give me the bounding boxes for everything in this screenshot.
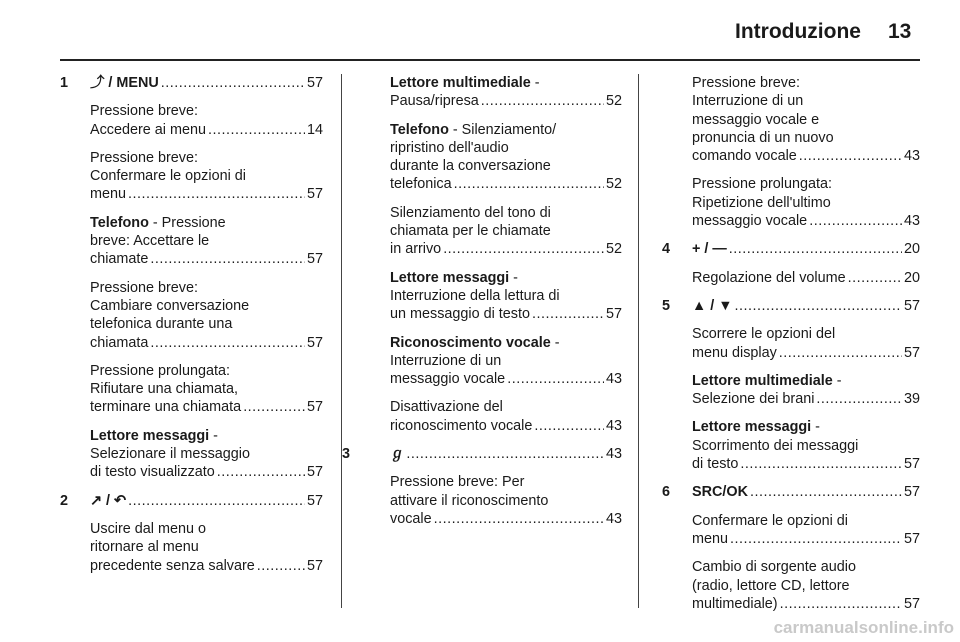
column-divider [638,74,639,608]
entry-label [692,240,727,258]
page-ref: 39 [903,391,920,408]
entry-label: chiamate [90,251,149,268]
header-rule [60,59,920,61]
page-ref: 43 [605,417,622,434]
page-ref: 20 [903,269,920,286]
index-entry [60,214,323,269]
index-entry [60,279,323,352]
dot-leader [750,483,902,501]
dot-leader [848,269,902,287]
entry-text: Pressione breve: [90,279,198,296]
entry-line [90,74,323,92]
entry-label: Regolazione del volume [692,269,846,286]
index-entry [662,512,920,549]
entry-number: 2 [60,492,69,509]
control-label: / MENU [104,75,159,91]
page-ref: 57 [903,595,920,612]
heading-bold: Lettore multimediale [692,372,833,389]
dot-leader [443,240,604,258]
entry-label: in arrivo [390,241,442,258]
entry-label: chiamata [90,334,149,351]
entry-label: terminare una chiamata [90,399,242,416]
page-ref: 57 [903,297,920,314]
dot-leader [481,92,604,110]
page-ref: 57 [306,557,323,574]
entry-text: Pressione prolungata: [692,176,832,193]
entry-text: Scorrimento dei messaggi [692,437,859,454]
entry-label: multimediale) [692,595,778,612]
heading-rest: - [832,372,842,389]
index-entry [662,240,920,258]
watermark: carmanualsonline.info [773,618,954,637]
control-icon: ↗ / ↶ [90,492,127,509]
entry-text: Confermare le opzioni di [90,168,246,185]
dot-leader [730,530,902,548]
page-ref: 57 [306,399,323,416]
dot-leader [454,175,604,193]
entry-line [692,297,920,315]
dot-leader [257,557,305,575]
control-icon: ℊ [390,446,405,463]
index-entry [342,269,622,324]
entry-line [692,344,920,362]
dot-leader [532,305,604,323]
entry-label: menu [692,530,728,547]
dot-leader [734,297,902,315]
page-ref: 52 [605,241,622,258]
page-ref: 43 [605,446,622,463]
entry-line [390,445,622,463]
dot-leader [507,370,604,388]
heading-bold: Lettore messaggi [90,427,210,444]
heading-bold: Telefono [390,121,449,138]
entry-label: messaggio vocale [390,371,506,388]
entry-label: messaggio vocale [692,213,808,230]
entry-text: Pressione prolungata: [90,362,230,379]
entry-text: Rifiutare una chiamata, [90,381,238,398]
page-ref: 57 [903,530,920,547]
page-ref: 57 [903,484,920,501]
page-ref: 57 [605,306,622,323]
index-entry [60,74,323,92]
dot-leader [729,240,902,258]
entry-label: Selezione dei brani [692,391,815,408]
index-entry [342,473,622,528]
index-entry [342,398,622,435]
entry-label: vocale [390,510,432,527]
entry-line [90,557,323,575]
entry-text: Pressione breve: Per [390,474,525,491]
dot-leader [809,212,902,230]
page-ref: 57 [306,334,323,351]
index-entry [60,520,323,575]
entry-text: ritornare al menu [90,539,199,556]
index-entry [662,269,920,287]
entry-text: Scorrere le opzioni del [692,326,836,343]
page-ref: 14 [306,121,323,138]
entry-text: Uscire dal menu o [90,520,206,537]
entry-heading [692,418,920,436]
column-2 [342,74,622,538]
index-entry [342,334,622,389]
entry-label: riconoscimento vocale [390,417,533,434]
heading-rest: - [530,75,540,91]
entry-label: comando vocale [692,148,797,165]
heading-bold: Telefono [90,214,149,231]
entry-label: di testo visualizzato [90,464,215,481]
entry-line [390,417,622,435]
entry-number: 4 [662,241,671,258]
entry-line [390,175,622,193]
entry-text: breve: Accettare le [90,233,210,250]
page-ref: 57 [306,75,323,91]
entry-text: Interruzione della lettura di [390,287,560,304]
dot-leader [799,147,902,165]
entry-label: un messaggio di testo [390,306,530,323]
entry-heading [90,214,323,232]
index-entry [662,297,920,315]
dot-leader [161,74,305,92]
entry-line [692,390,920,408]
page-ref: 20 [903,241,920,258]
heading-bold: Riconoscimento vocale [390,334,551,351]
index-entry [342,204,622,259]
index-entry [662,418,920,473]
entry-label: precedente senza salvare [90,557,255,574]
entry-label: di testo [692,456,739,473]
entry-text: attivare il riconoscimento [390,492,549,509]
entry-text: Disattivazione del [390,399,503,416]
entry-line [90,334,323,352]
page-ref: 57 [306,251,323,268]
dot-leader [406,445,604,463]
page-ref: 52 [605,176,622,193]
entry-line [692,212,920,230]
dot-leader [128,492,305,510]
dot-leader [740,455,902,473]
page-ref: 57 [306,464,323,481]
control-icon: + / — [692,241,727,258]
page-number: 13 [888,20,912,43]
index-entry [662,325,920,362]
dot-leader [780,595,902,613]
heading-rest: - [550,334,560,351]
entry-line [90,398,323,416]
entry-line [390,305,622,323]
control-icon: ⤴ [90,75,105,91]
heading-bold: Lettore messaggi [390,269,510,286]
entry-label [390,445,404,463]
entry-line [390,370,622,388]
entry-heading [390,121,622,139]
entry-text: Silenziamento del tono di [390,204,551,221]
entry-text: Cambio di sorgente audio [692,559,856,576]
entry-heading [390,269,622,287]
column-1 [60,74,323,585]
page-ref: 43 [605,371,622,388]
page-ref: 57 [903,456,920,473]
page-ref: 52 [605,93,622,110]
entry-text: chiamata per le chiamate [390,223,551,240]
entry-line [390,510,622,528]
entry-line [692,483,920,501]
entry-label [90,492,126,510]
control-icon: ▲ / ▼ [692,297,733,314]
entry-text: durante la conversazione [390,158,551,175]
entry-label [692,483,748,501]
heading-bold: Lettore messaggi [692,419,812,436]
entry-line [692,240,920,258]
entry-line [90,492,323,510]
page-ref: 43 [605,510,622,527]
control-label: SRC/OK [692,484,748,501]
entry-heading [390,74,622,92]
dot-leader [150,250,305,268]
entry-number: 6 [662,484,671,501]
page-ref: 43 [903,148,920,165]
heading-rest: - Pressione [148,214,226,231]
entry-text: messaggio vocale e [692,111,820,128]
entry-number: 1 [60,75,69,91]
entry-text: Cambiare conversazione [90,297,250,314]
heading-rest: - [209,427,218,444]
entry-line [692,455,920,473]
dot-leader [128,185,305,203]
dot-leader [434,510,604,528]
entry-label [692,297,732,315]
index-entry [662,558,920,613]
entry-line [390,92,622,110]
entry-text: Selezionare il messaggio [90,446,250,463]
index-entry [60,149,323,204]
index-entry [60,427,323,482]
entry-line [692,147,920,165]
dot-leader [150,334,305,352]
index-entry [662,483,920,501]
dot-leader [779,344,902,362]
heading-rest: - [509,269,518,286]
index-entry [662,175,920,230]
page-ref: 57 [903,344,920,361]
dot-leader [534,417,604,435]
entry-text: telefonica durante una [90,316,233,333]
page-title: Introduzione [735,20,861,43]
dot-leader [243,398,305,416]
entry-label: Accedere ai menu [90,121,206,138]
entry-line [90,463,323,481]
index-entry [60,492,323,510]
dot-leader [217,463,305,481]
dot-leader [816,390,902,408]
index-entry [662,74,920,165]
entry-line [692,530,920,548]
page-ref: 57 [306,492,323,509]
page-ref: 57 [306,186,323,203]
entry-text: ripristino dell'audio [390,139,509,156]
index-entry [662,372,920,409]
entry-label: telefonica [390,176,452,193]
index-entry [60,362,323,417]
entry-label: Pausa/ripresa [390,93,479,110]
entry-line [692,595,920,613]
entry-line [390,240,622,258]
entry-number: 3 [342,446,351,463]
heading-bold: Lettore multimediale [390,75,531,91]
entry-text: Pressione breve: [90,149,198,166]
entry-heading [390,334,622,352]
entry-label: menu display [692,344,777,361]
index-entry [342,121,622,194]
entry-number: 5 [662,297,671,314]
entry-label: menu [90,186,126,203]
entry-line [692,269,920,287]
entry-text: Pressione breve: [692,75,800,91]
entry-heading [90,427,323,445]
entry-text: Interruzione di un [390,352,502,369]
entry-line [90,250,323,268]
entry-line [90,121,323,139]
entry-text: pronuncia di un nuovo [692,129,834,146]
entry-line [90,185,323,203]
entry-text: Interruzione di un [692,93,804,110]
column-3 [662,74,920,623]
entry-label [90,74,159,92]
entry-text: Confermare le opzioni di [692,512,848,529]
entry-heading [692,372,920,390]
index-entry [342,445,622,463]
heading-rest: - Silenziamento/ [448,121,557,138]
dot-leader [208,121,305,139]
entry-text: Ripetizione dell'ultimo [692,194,831,211]
entry-text: (radio, lettore CD, lettore [692,577,850,594]
entry-text: Pressione breve: [90,103,198,120]
page-ref: 43 [903,213,920,230]
index-entry [342,74,622,111]
heading-rest: - [811,419,820,436]
index-entry [60,102,323,139]
